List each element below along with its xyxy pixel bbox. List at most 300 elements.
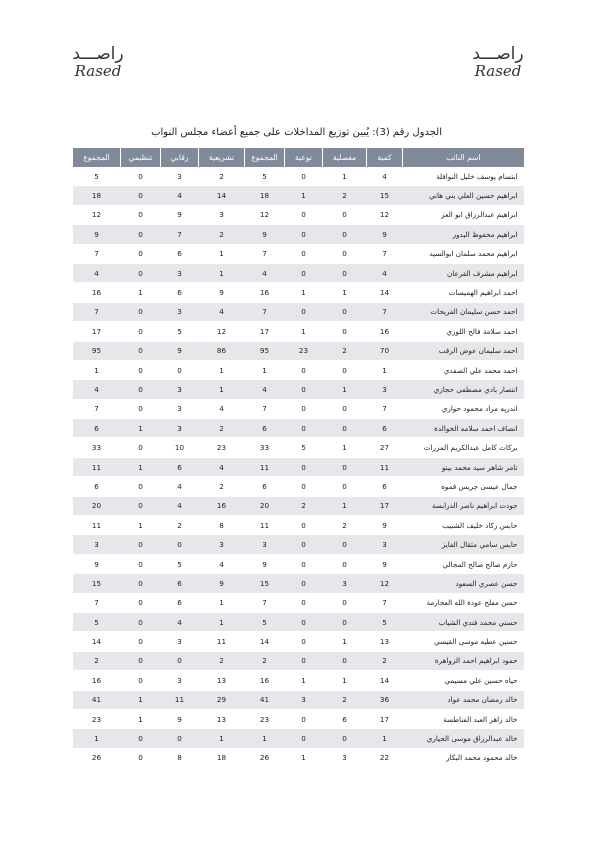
value-cell: 3 xyxy=(161,167,199,186)
rased-logo-right xyxy=(468,44,528,79)
value-cell: 33 xyxy=(245,438,285,457)
value-cell: 0 xyxy=(121,380,161,399)
value-cell: 15 xyxy=(245,574,285,593)
value-cell: 0 xyxy=(121,244,161,263)
value-cell: 0 xyxy=(285,419,323,438)
value-cell: 0 xyxy=(121,477,161,496)
deputy-name-cell: حسن عصري السعود xyxy=(403,574,524,593)
value-cell: 18 xyxy=(199,748,245,767)
value-cell: 2 xyxy=(199,477,245,496)
value-cell: 4 xyxy=(199,302,245,321)
value-cell: 7 xyxy=(367,399,403,418)
deputy-name-cell: احمد سلامة فالح اللوزي xyxy=(403,322,524,341)
value-cell: 0 xyxy=(285,244,323,263)
column-header-oversight-col: رقابي xyxy=(161,148,199,167)
value-cell: 0 xyxy=(285,729,323,748)
value-cell: 0 xyxy=(323,322,367,341)
value-cell: 1 xyxy=(245,729,285,748)
table-row xyxy=(73,419,524,438)
value-cell: 7 xyxy=(245,399,285,418)
value-cell: 13 xyxy=(367,632,403,651)
table-row xyxy=(73,729,524,748)
value-cell: 0 xyxy=(285,554,323,573)
value-cell: 2 xyxy=(199,167,245,186)
table-row xyxy=(73,496,524,515)
value-cell: 14 xyxy=(367,283,403,302)
value-cell: 4 xyxy=(73,263,121,282)
value-cell: 2 xyxy=(285,496,323,515)
value-cell: 3 xyxy=(245,535,285,554)
value-cell: 9 xyxy=(367,225,403,244)
value-cell: 1 xyxy=(285,322,323,341)
value-cell: 1 xyxy=(323,380,367,399)
value-cell: 1 xyxy=(121,419,161,438)
value-cell: 6 xyxy=(245,419,285,438)
deputy-name-cell: حابس ركاد خليف الشبيب xyxy=(403,516,524,535)
value-cell: 0 xyxy=(121,671,161,690)
table-body xyxy=(73,167,524,768)
value-cell: 3 xyxy=(199,535,245,554)
deputy-name-cell: انتصار بادي مصطفى حجازي xyxy=(403,380,524,399)
value-cell: 4 xyxy=(245,263,285,282)
value-cell: 0 xyxy=(285,651,323,670)
deputy-name-cell: جمال عيسى جريس قموه xyxy=(403,477,524,496)
value-cell: 4 xyxy=(73,380,121,399)
deputy-name-cell: ابراهيم محفوظ البدور xyxy=(403,225,524,244)
table-row xyxy=(73,438,524,457)
column-header-deputy-name-col: اسم النائب xyxy=(403,148,524,167)
value-cell: 16 xyxy=(367,322,403,341)
table-row xyxy=(73,690,524,709)
table-row xyxy=(73,225,524,244)
value-cell: 1 xyxy=(199,729,245,748)
value-cell: 0 xyxy=(323,535,367,554)
value-cell: 2 xyxy=(161,516,199,535)
deputy-name-cell: ابراهيم محمد سلمان ابوالسيد xyxy=(403,244,524,263)
value-cell: 5 xyxy=(73,612,121,631)
value-cell: 2 xyxy=(323,341,367,360)
column-header-detailed-col: مفصلية xyxy=(323,148,367,167)
value-cell: 3 xyxy=(367,535,403,554)
value-cell: 3 xyxy=(161,302,199,321)
column-header-organizational-col: تنظيمي xyxy=(121,148,161,167)
value-cell: 0 xyxy=(285,612,323,631)
value-cell: 4 xyxy=(367,167,403,186)
table-row xyxy=(73,709,524,728)
value-cell: 33 xyxy=(73,438,121,457)
value-cell: 2 xyxy=(323,186,367,205)
table-row xyxy=(73,535,524,554)
table-row xyxy=(73,322,524,341)
value-cell: 20 xyxy=(245,496,285,515)
value-cell: 1 xyxy=(323,283,367,302)
value-cell: 0 xyxy=(121,593,161,612)
value-cell: 0 xyxy=(323,477,367,496)
value-cell: 0 xyxy=(323,360,367,379)
deputy-name-cell: حازم صالح صالح المجالي xyxy=(403,554,524,573)
value-cell: 5 xyxy=(367,612,403,631)
value-cell: 1 xyxy=(245,360,285,379)
value-cell: 5 xyxy=(161,322,199,341)
value-cell: 10 xyxy=(161,438,199,457)
value-cell: 3 xyxy=(199,205,245,224)
value-cell: 1 xyxy=(199,263,245,282)
value-cell: 14 xyxy=(367,671,403,690)
table-row xyxy=(73,748,524,767)
value-cell: 16 xyxy=(73,283,121,302)
value-cell: 8 xyxy=(161,748,199,767)
value-cell: 6 xyxy=(161,593,199,612)
value-cell: 7 xyxy=(245,244,285,263)
table-row xyxy=(73,302,524,321)
value-cell: 0 xyxy=(121,496,161,515)
table-row xyxy=(73,380,524,399)
value-cell: 7 xyxy=(73,302,121,321)
value-cell: 6 xyxy=(161,457,199,476)
deputy-name-cell: احمد محمد علي الصفدي xyxy=(403,360,524,379)
column-header-total-col-1: المجموع xyxy=(245,148,285,167)
value-cell: 7 xyxy=(245,593,285,612)
value-cell: 5 xyxy=(73,167,121,186)
value-cell: 0 xyxy=(121,651,161,670)
value-cell: 2 xyxy=(323,516,367,535)
deputy-name-cell: ابتسام يوسف خليل النوافلة xyxy=(403,167,524,186)
value-cell: 26 xyxy=(73,748,121,767)
value-cell: 0 xyxy=(121,748,161,767)
value-cell: 7 xyxy=(367,593,403,612)
table-row xyxy=(73,457,524,476)
value-cell: 9 xyxy=(161,341,199,360)
value-cell: 9 xyxy=(245,225,285,244)
value-cell: 13 xyxy=(199,671,245,690)
deputy-name-cell: ابراهيم عبدالرزاق ابو العز xyxy=(403,205,524,224)
value-cell: 0 xyxy=(121,438,161,457)
value-cell: 0 xyxy=(285,302,323,321)
value-cell: 3 xyxy=(161,399,199,418)
value-cell: 0 xyxy=(121,263,161,282)
value-cell: 26 xyxy=(245,748,285,767)
value-cell: 0 xyxy=(121,632,161,651)
value-cell: 1 xyxy=(121,283,161,302)
value-cell: 0 xyxy=(121,167,161,186)
table-row xyxy=(73,283,524,302)
value-cell: 9 xyxy=(73,554,121,573)
value-cell: 0 xyxy=(285,205,323,224)
deputy-name-cell: احمد سليمان عوض الرقب xyxy=(403,341,524,360)
value-cell: 4 xyxy=(199,457,245,476)
table-row xyxy=(73,167,524,186)
value-cell: 1 xyxy=(323,671,367,690)
value-cell: 9 xyxy=(367,554,403,573)
value-cell: 18 xyxy=(245,186,285,205)
value-cell: 6 xyxy=(323,709,367,728)
value-cell: 2 xyxy=(323,690,367,709)
interventions-table xyxy=(72,148,524,768)
value-cell: 3 xyxy=(161,632,199,651)
table-row xyxy=(73,612,524,631)
value-cell: 14 xyxy=(199,186,245,205)
value-cell: 0 xyxy=(121,322,161,341)
table-row xyxy=(73,205,524,224)
value-cell: 0 xyxy=(121,302,161,321)
value-cell: 0 xyxy=(121,729,161,748)
value-cell: 0 xyxy=(161,360,199,379)
deputy-name-cell: خالد محمود محمد البكار xyxy=(403,748,524,767)
value-cell: 0 xyxy=(121,341,161,360)
value-cell: 0 xyxy=(285,360,323,379)
value-cell: 1 xyxy=(285,283,323,302)
value-cell: 4 xyxy=(161,477,199,496)
value-cell: 1 xyxy=(121,516,161,535)
deputy-name-cell: جودت ابراهيم ناصر الدرابسة xyxy=(403,496,524,515)
value-cell: 0 xyxy=(121,535,161,554)
value-cell: 1 xyxy=(323,167,367,186)
value-cell: 41 xyxy=(73,690,121,709)
value-cell: 17 xyxy=(367,709,403,728)
value-cell: 3 xyxy=(161,671,199,690)
table-row xyxy=(73,360,524,379)
value-cell: 16 xyxy=(199,496,245,515)
value-cell: 86 xyxy=(199,341,245,360)
value-cell: 3 xyxy=(73,535,121,554)
column-header-quantitative-col: كمية xyxy=(367,148,403,167)
value-cell: 0 xyxy=(121,612,161,631)
value-cell: 0 xyxy=(285,457,323,476)
value-cell: 18 xyxy=(73,186,121,205)
value-cell: 0 xyxy=(285,516,323,535)
deputy-name-cell: حسن مفلح عودة الله العجارمة xyxy=(403,593,524,612)
value-cell: 0 xyxy=(121,186,161,205)
value-cell: 23 xyxy=(285,341,323,360)
deputy-name-cell: خالد عبدالرزاق موسى الحياري xyxy=(403,729,524,748)
value-cell: 1 xyxy=(323,496,367,515)
value-cell: 3 xyxy=(161,263,199,282)
value-cell: 0 xyxy=(323,205,367,224)
value-cell: 0 xyxy=(323,729,367,748)
value-cell: 0 xyxy=(285,593,323,612)
value-cell: 2 xyxy=(367,651,403,670)
value-cell: 0 xyxy=(285,167,323,186)
value-cell: 0 xyxy=(121,554,161,573)
value-cell: 1 xyxy=(285,186,323,205)
value-cell: 12 xyxy=(73,205,121,224)
deputy-name-cell: احمد ابراهيم الهميسات xyxy=(403,283,524,302)
value-cell: 4 xyxy=(245,380,285,399)
value-cell: 9 xyxy=(161,709,199,728)
value-cell: 0 xyxy=(285,263,323,282)
value-cell: 9 xyxy=(73,225,121,244)
value-cell: 16 xyxy=(245,671,285,690)
value-cell: 4 xyxy=(199,554,245,573)
logo-latin-text: Rased xyxy=(74,62,122,80)
value-cell: 1 xyxy=(121,457,161,476)
value-cell: 16 xyxy=(245,283,285,302)
value-cell: 6 xyxy=(161,244,199,263)
value-cell: 0 xyxy=(323,399,367,418)
column-header-qualitative-col: نوعية xyxy=(285,148,323,167)
value-cell: 11 xyxy=(245,457,285,476)
value-cell: 0 xyxy=(161,729,199,748)
value-cell: 1 xyxy=(199,612,245,631)
value-cell: 4 xyxy=(161,186,199,205)
deputy-name-cell: انصاف احمد سلامه الخوالدة xyxy=(403,419,524,438)
value-cell: 11 xyxy=(73,457,121,476)
deputy-name-cell: خالد زاهر العبد الفناطسة xyxy=(403,709,524,728)
column-header-legislative-col: تشريعية xyxy=(199,148,245,167)
value-cell: 27 xyxy=(367,438,403,457)
value-cell: 3 xyxy=(323,574,367,593)
value-cell: 6 xyxy=(161,283,199,302)
value-cell: 2 xyxy=(199,225,245,244)
value-cell: 0 xyxy=(285,380,323,399)
deputy-name-cell: حابس سامي مثقال الفايز xyxy=(403,535,524,554)
value-cell: 3 xyxy=(367,380,403,399)
value-cell: 1 xyxy=(73,729,121,748)
value-cell: 0 xyxy=(323,612,367,631)
value-cell: 0 xyxy=(323,457,367,476)
table-row xyxy=(73,574,524,593)
value-cell: 0 xyxy=(323,554,367,573)
table-row xyxy=(73,671,524,690)
value-cell: 0 xyxy=(285,574,323,593)
value-cell: 1 xyxy=(199,593,245,612)
value-cell: 1 xyxy=(199,380,245,399)
table-row xyxy=(73,477,524,496)
value-cell: 5 xyxy=(161,554,199,573)
value-cell: 7 xyxy=(367,302,403,321)
table-row xyxy=(73,186,524,205)
value-cell: 0 xyxy=(285,632,323,651)
value-cell: 0 xyxy=(323,593,367,612)
value-cell: 7 xyxy=(245,302,285,321)
value-cell: 0 xyxy=(121,399,161,418)
value-cell: 5 xyxy=(245,612,285,631)
value-cell: 17 xyxy=(73,322,121,341)
logo-latin-text: Rased xyxy=(474,62,522,80)
value-cell: 4 xyxy=(367,263,403,282)
table-row xyxy=(73,516,524,535)
value-cell: 1 xyxy=(323,632,367,651)
value-cell: 11 xyxy=(199,632,245,651)
table-row xyxy=(73,632,524,651)
value-cell: 5 xyxy=(285,438,323,457)
value-cell: 7 xyxy=(73,593,121,612)
value-cell: 36 xyxy=(367,690,403,709)
value-cell: 0 xyxy=(323,651,367,670)
value-cell: 23 xyxy=(245,709,285,728)
value-cell: 1 xyxy=(199,360,245,379)
value-cell: 95 xyxy=(73,341,121,360)
value-cell: 0 xyxy=(323,244,367,263)
value-cell: 14 xyxy=(245,632,285,651)
value-cell: 95 xyxy=(245,341,285,360)
value-cell: 9 xyxy=(161,205,199,224)
value-cell: 1 xyxy=(199,244,245,263)
value-cell: 8 xyxy=(199,516,245,535)
column-header-total-col-2: المجموع xyxy=(73,148,121,167)
logo-arabic-text: راصـــد xyxy=(72,44,124,64)
value-cell: 0 xyxy=(161,651,199,670)
value-cell: 9 xyxy=(245,554,285,573)
value-cell: 0 xyxy=(121,360,161,379)
deputy-name-cell: ابراهيم حسين العلي بني هاني xyxy=(403,186,524,205)
deputy-name-cell: حياه حسين علي مسيمي xyxy=(403,671,524,690)
table-row xyxy=(73,341,524,360)
value-cell: 1 xyxy=(73,360,121,379)
value-cell: 0 xyxy=(161,535,199,554)
table-row xyxy=(73,651,524,670)
value-cell: 1 xyxy=(323,438,367,457)
deputy-name-cell: اندريه مراد محمود حواري xyxy=(403,399,524,418)
value-cell: 0 xyxy=(285,535,323,554)
value-cell: 6 xyxy=(73,477,121,496)
value-cell: 6 xyxy=(161,574,199,593)
value-cell: 0 xyxy=(121,225,161,244)
rased-logo-left xyxy=(68,44,128,79)
value-cell: 2 xyxy=(73,651,121,670)
value-cell: 1 xyxy=(367,729,403,748)
value-cell: 41 xyxy=(245,690,285,709)
table-row xyxy=(73,263,524,282)
value-cell: 9 xyxy=(199,283,245,302)
value-cell: 2 xyxy=(199,419,245,438)
deputy-name-cell: خالد رمضان محمد عواد xyxy=(403,690,524,709)
value-cell: 4 xyxy=(161,612,199,631)
value-cell: 0 xyxy=(323,419,367,438)
value-cell: 15 xyxy=(73,574,121,593)
value-cell: 1 xyxy=(285,748,323,767)
value-cell: 9 xyxy=(199,574,245,593)
value-cell: 3 xyxy=(161,419,199,438)
value-cell: 7 xyxy=(73,399,121,418)
value-cell: 23 xyxy=(73,709,121,728)
table-row xyxy=(73,399,524,418)
deputy-name-cell: احمد حسن سليمان الفريحات xyxy=(403,302,524,321)
table-row xyxy=(73,244,524,263)
deputy-name-cell: حسني محمد فندي الشياب xyxy=(403,612,524,631)
table-row xyxy=(73,593,524,612)
table-caption: الجدول رقم (3): يُبين توزيع المداخلات على جميع أعضاء مجلس النواب xyxy=(151,127,442,138)
value-cell: 1 xyxy=(121,709,161,728)
value-cell: 12 xyxy=(199,322,245,341)
value-cell: 6 xyxy=(73,419,121,438)
value-cell: 3 xyxy=(323,748,367,767)
value-cell: 22 xyxy=(367,748,403,767)
deputy-name-cell: حسين عطيه موسى القيسي xyxy=(403,632,524,651)
value-cell: 11 xyxy=(73,516,121,535)
value-cell: 6 xyxy=(367,477,403,496)
value-cell: 12 xyxy=(367,205,403,224)
value-cell: 23 xyxy=(199,438,245,457)
value-cell: 15 xyxy=(367,186,403,205)
value-cell: 70 xyxy=(367,341,403,360)
value-cell: 1 xyxy=(367,360,403,379)
deputy-name-cell: ابراهيم مشرف القرعان xyxy=(403,263,524,282)
value-cell: 0 xyxy=(121,574,161,593)
deputy-name-cell: تامر شاهر سيد محمد بينو xyxy=(403,457,524,476)
value-cell: 3 xyxy=(161,380,199,399)
value-cell: 17 xyxy=(367,496,403,515)
logo-arabic-text: راصـــد xyxy=(472,44,524,64)
value-cell: 7 xyxy=(367,244,403,263)
value-cell: 11 xyxy=(161,690,199,709)
value-cell: 1 xyxy=(121,690,161,709)
value-cell: 0 xyxy=(323,263,367,282)
value-cell: 7 xyxy=(73,244,121,263)
value-cell: 0 xyxy=(323,302,367,321)
value-cell: 13 xyxy=(199,709,245,728)
value-cell: 7 xyxy=(161,225,199,244)
